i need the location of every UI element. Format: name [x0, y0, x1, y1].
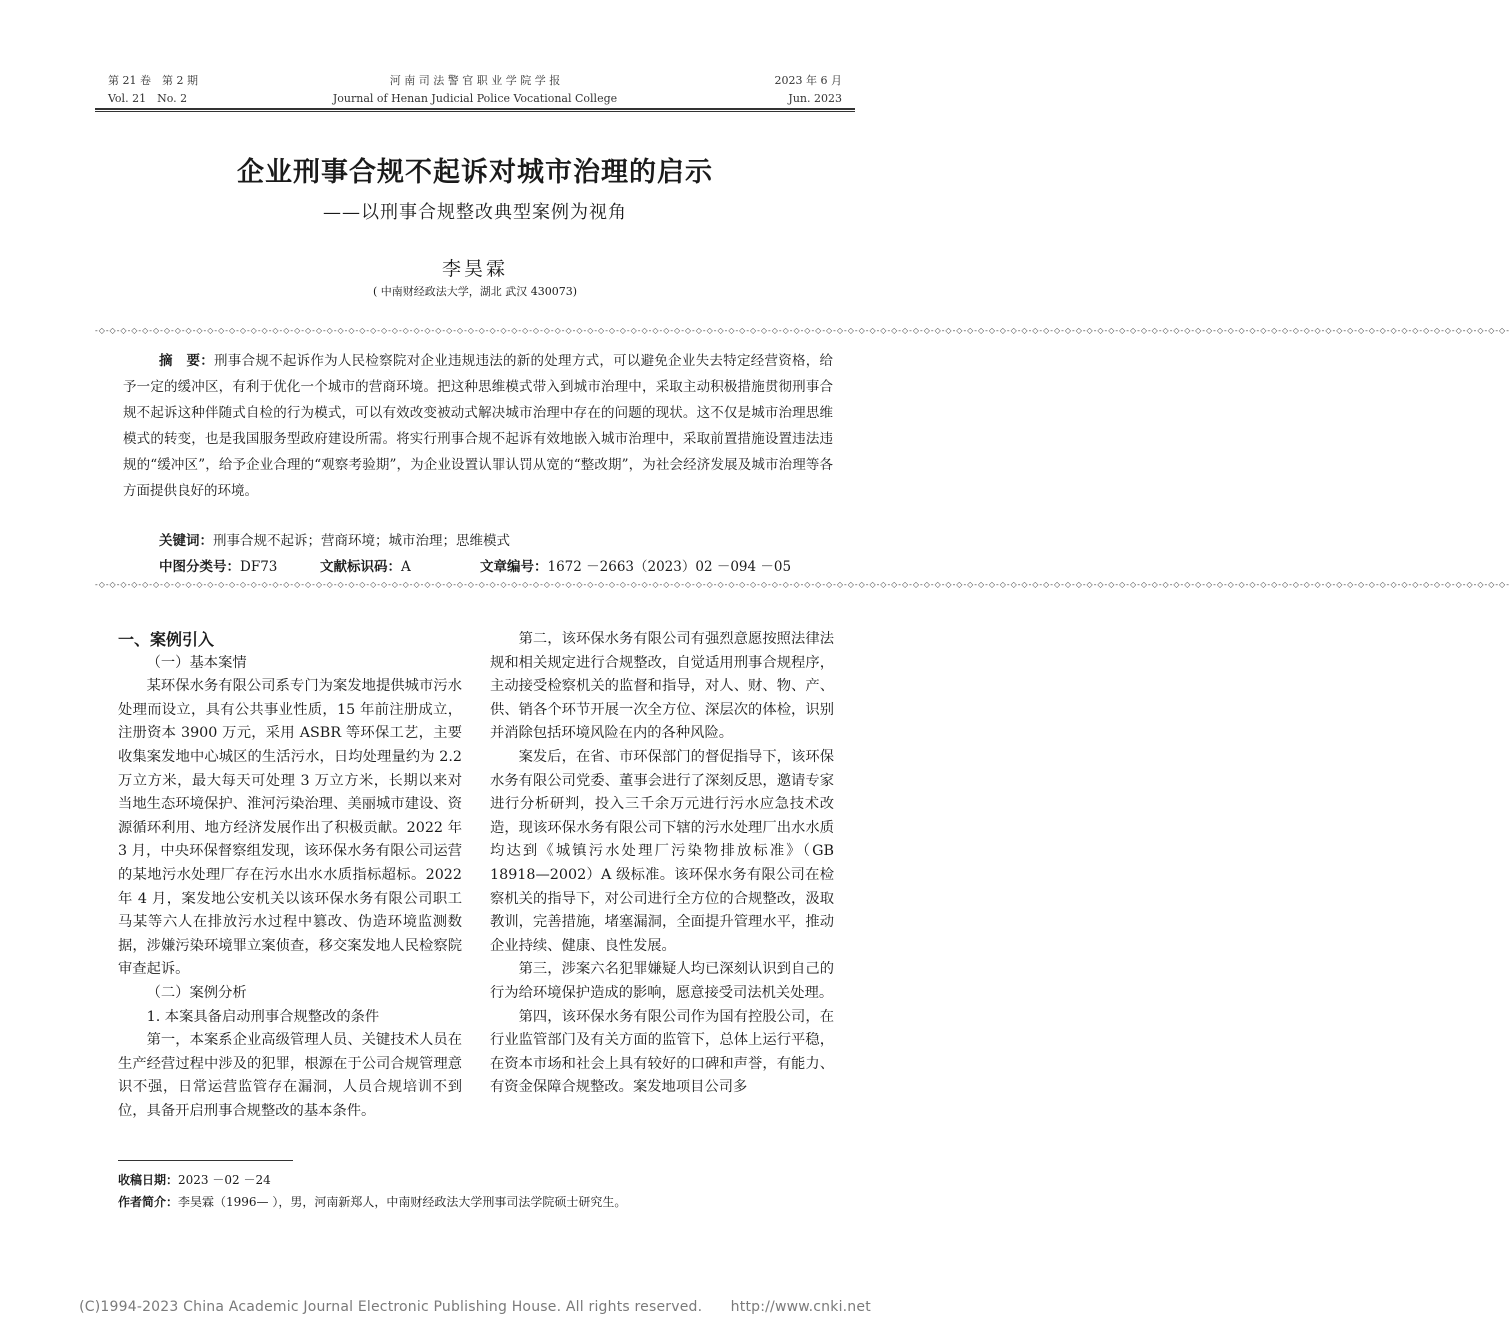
header-rule-thick [95, 108, 855, 110]
header-date [775, 72, 842, 108]
subheading-basic-case: （一）基本案情 [146, 654, 247, 671]
header-journal-en: Journal of Henan Judicial Police Vocational College [332, 92, 618, 105]
header-date-en: Jun. 2023 [788, 92, 842, 105]
header-volume-en: Vol. 21 No. 2 [108, 92, 188, 105]
keywords-label: 关键词： [159, 533, 213, 549]
doc-code-value: A [401, 559, 411, 575]
subheading-conditions: 1. 本案具备启动刑事合规整改的条件 [146, 1008, 380, 1025]
received-value: 2023 －02 －24 [178, 1173, 271, 1187]
author-bio-value: 李昊霖（1996— ），男，河南新郑人，中南财经政法大学刑事司法学院硕士研究生。 [178, 1195, 627, 1209]
document-code [320, 556, 411, 578]
header-date-cn: 2023 年 6 月 [774, 74, 842, 87]
section-heading-1: 一、案例引入 [118, 630, 215, 649]
body-column-right [490, 628, 834, 1100]
paragraph-case-facts: 某环保水务有限公司系专门为案发地提供城市污水处理而设立，具有公共事业性质，15 年前注册成立，注册资本 3900 万元，采用 ASBR 等环保工艺，主要收集案发地中心城区的生活污水，日均处理量约为 2.2 万立方米，最大每天可处理 3 万立方米，长期以来对当地生态环境保护、淮河污染治理、美丽城市建设、资源循环利用、地方经济发展作出了积极贡献。2022 年 3 月，中央环保督察组发现，该环保水务有限公司运营的某地污水处理厂存在污水出水水质指标超标。2022 年 4 月，案发地公安机关以该环保水务有限公司职工马某等六人在排放污水过程中篡改、伪造环境监测数据，涉嫌污染环境罪立案侦查，移交案发地人民检察院审查起诉。 [118, 678, 462, 978]
paragraph-first-condition: 第一，本案系企业高级管理人员、关键技术人员在生产经营过程中涉及的犯罪，根源在于公司合规管理意识不强，日常运营监管存在漏洞，人员合规培训不到位，具备开启刑事合规整改的基本条件。 [118, 1032, 462, 1119]
divider-dotted-top: -◇-◇-◇-◇-◇-◇-◇-◇-◇-◇-◇-◇-◇-◇-◇-◇-◇-◇-◇-◇-◇-◇-◇-◇-◇-◇-◇-◇-◇-◇-◇-◇-◇-◇-◇-◇-◇-◇-◇-◇-◇-◇-◇-◇-◇-◇-◇-◇-◇-◇-◇-◇-◇-◇-◇-◇-◇-◇-◇-◇-◇-◇-◇-◇-◇-◇-◇-◇-◇-◇-◇-◇-◇-◇-◇-◇-◇-◇-◇-◇-◇-◇-◇-◇-◇-◇-◇-◇-◇-◇-◇-◇-◇-◇-◇-◇-◇-◇-◇-◇-◇-◇-◇-◇-◇-◇-◇-◇-◇-◇-◇-◇-◇-◇-◇-◇-◇-◇-◇-◇-◇-◇-◇-◇-◇-◇-◇-◇-◇-◇- [95, 326, 1510, 335]
clc-value: DF73 [240, 559, 278, 575]
author-affiliation: ( 中南财经政法大学，湖北 武汉 430073) [372, 285, 578, 298]
paragraph-fourth-condition: 第四，该环保水务有限公司作为国有控股公司，在行业监管部门及有关方面的监管下，总体上运行平稳，在资本市场和社会上具有较好的口碑和声誉，有能力、有资金保障合规整改。案发地项目公司多 [490, 1008, 834, 1096]
footnote-rule [118, 1160, 293, 1161]
received-label: 收稿日期： [118, 1173, 179, 1187]
abstract-label: 摘 要： [159, 353, 215, 369]
footnote-received [118, 1170, 271, 1190]
body-column-left [118, 628, 462, 1123]
header-volume-cn: 第 21 卷 第 2 期 [108, 74, 198, 87]
article-title: 企业刑事合规不起诉对城市治理的启示 [237, 157, 713, 188]
clc-label: 中图分类号： [159, 559, 240, 575]
article-subtitle: ——以刑事合规整改典型案例为视角 [323, 202, 627, 223]
doc-code-label: 文献标识码： [320, 559, 401, 575]
header-rule-thin [95, 111, 855, 112]
abstract-text: 刑事合规不起诉作为人民检察院对企业违规违法的新的处理方式，可以避免企业失去特定经营资格，给予一定的缓冲区，有利于优化一个城市的营商环境。把这种思维模式带入到城市治理中，采取主动积极措施贯彻刑事合规不起诉这种伴随式自检的行为模式，可以有效改变被动式解决城市治理中存在的问题的现状。这不仅是城市治理思维模式的转变，也是我国服务型政府建设所需。将实行刑事合规不起诉有效地嵌入城市治理中，采取前置措施设置违法违规的“缓冲区”，给予企业合理的“观察考验期”，为企业设置认罪认罚从宽的“整改期”，为社会经济发展及城市治理等各方面提供良好的环境。 [123, 353, 834, 499]
footnote-author-bio [118, 1192, 626, 1212]
subheading-case-analysis: （二）案例分析 [146, 984, 247, 1001]
clc-number [159, 556, 277, 578]
abstract [123, 348, 833, 504]
article-number [480, 556, 791, 578]
paragraph-after-incident: 案发后，在省、市环保部门的督促指导下，该环保水务有限公司党委、董事会进行了深刻反思，邀请专家进行分析研判，投入三千余万元进行污水应急技术改造，现该环保水务有限公司下辖的污水处理厂出水水质均达到《城镇污水处理厂污染物排放标准》（GB 18918—2002）A 级标准。该环保水务有限公司在检察机关的指导下，对公司进行全方位的合规整改，汲取教训，完善措施，堵塞漏洞，全面提升管理水平，推动企业持续、健康、良性发展。 [490, 748, 834, 954]
keywords-text: 刑事合规不起诉；营商环境；城市治理；思维模式 [213, 533, 510, 549]
keywords [159, 530, 510, 552]
paragraph-third-condition: 第三，涉案六名犯罪嫌疑人均已深刻认识到自己的行为给环境保护造成的影响，愿意接受司法机关处理。 [490, 961, 834, 1001]
article-number-label: 文章编号： [480, 559, 548, 575]
header-journal-cn: 河 南 司 法 警 官 职 业 学 院 学 报 [389, 74, 561, 87]
paragraph-second-condition: 第二，该环保水务有限公司有强烈意愿按照法律法规和相关规定进行合规整改，自觉适用刑事合规程序，主动接受检察机关的监督和指导，对人、财、物、产、供、销各个环节开展一次全方位、深层次的体检，识别并消除包括环境风险在内的各种风险。 [490, 631, 834, 742]
article-author: 李昊霖 [441, 258, 508, 280]
divider-dotted-bottom: -◇-◇-◇-◇-◇-◇-◇-◇-◇-◇-◇-◇-◇-◇-◇-◇-◇-◇-◇-◇-◇-◇-◇-◇-◇-◇-◇-◇-◇-◇-◇-◇-◇-◇-◇-◇-◇-◇-◇-◇-◇-◇-◇-◇-◇-◇-◇-◇-◇-◇-◇-◇-◇-◇-◇-◇-◇-◇-◇-◇-◇-◇-◇-◇-◇-◇-◇-◇-◇-◇-◇-◇-◇-◇-◇-◇-◇-◇-◇-◇-◇-◇-◇-◇-◇-◇-◇-◇-◇-◇-◇-◇-◇-◇-◇-◇-◇-◇-◇-◇-◇-◇-◇-◇-◇-◇-◇-◇-◇-◇-◇-◇-◇-◇-◇-◇-◇-◇-◇-◇-◇-◇-◇-◇-◇-◇-◇-◇-◇-◇- [95, 580, 1510, 589]
article-number-value: 1672 －2663（2023）02 －094 －05 [547, 559, 792, 575]
author-bio-label: 作者简介： [118, 1195, 179, 1209]
copyright-footer: (C)1994-2023 China Academic Journal Electronic Publishing House. All rights reserved. http://www.cnki.net [79, 1299, 871, 1315]
